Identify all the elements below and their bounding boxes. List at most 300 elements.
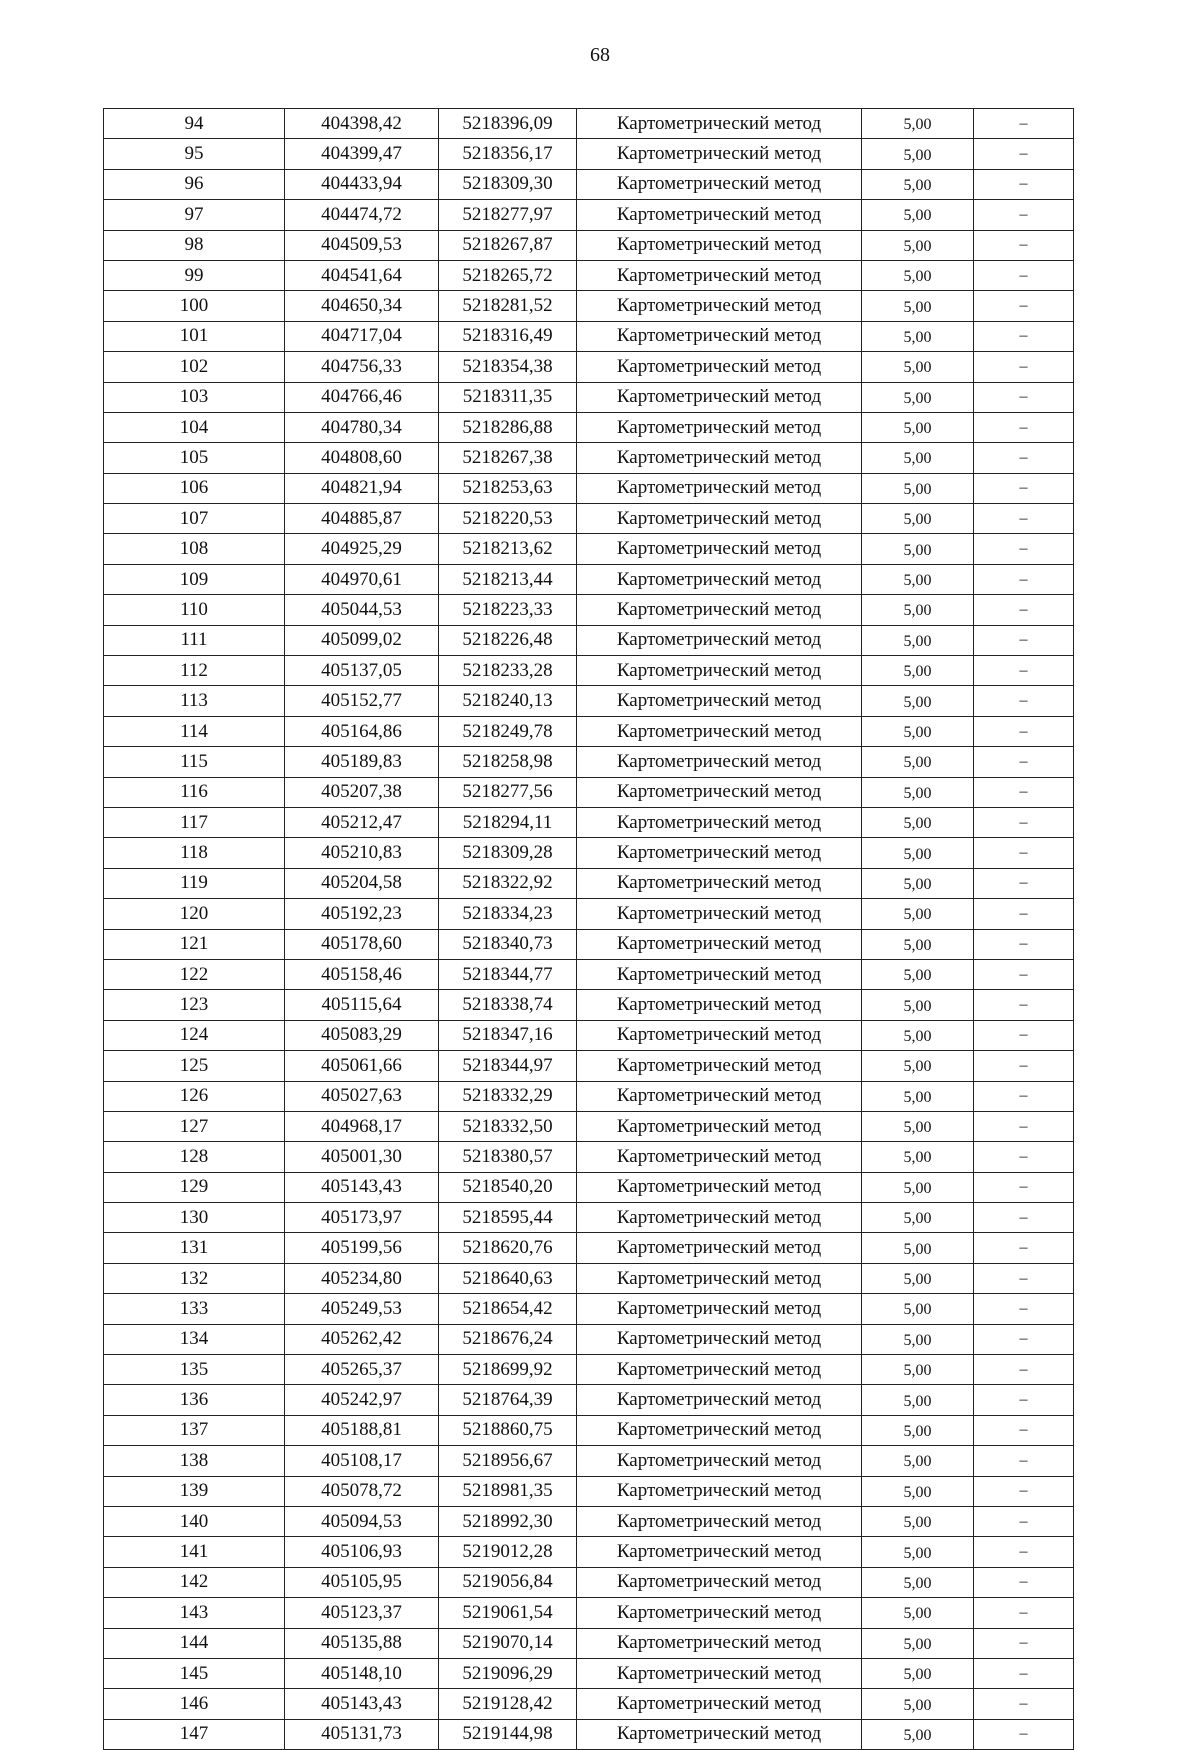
coordinate-y-cell: 5218640,63 xyxy=(439,1263,577,1293)
method-cell: Картометрический метод xyxy=(577,656,862,686)
method-cell: Картометрический метод xyxy=(577,260,862,290)
coordinate-x-cell: 404925,29 xyxy=(285,534,439,564)
method-cell: Картометрический метод xyxy=(577,1689,862,1719)
coordinate-x-cell: 405143,43 xyxy=(285,1172,439,1202)
point-number-cell: 124 xyxy=(104,1020,285,1050)
point-number-cell: 137 xyxy=(104,1415,285,1445)
coordinate-y-cell: 5218265,72 xyxy=(439,260,577,290)
point-number-cell: 121 xyxy=(104,929,285,959)
point-number-cell: 145 xyxy=(104,1658,285,1688)
accuracy-cell: 5,00 xyxy=(862,1294,974,1324)
accuracy-cell: 5,00 xyxy=(862,595,974,625)
coordinate-y-cell: 5218213,62 xyxy=(439,534,577,564)
point-number-cell: 142 xyxy=(104,1567,285,1597)
point-number-cell: 103 xyxy=(104,382,285,412)
table-row xyxy=(104,534,1074,564)
accuracy-cell: 5,00 xyxy=(862,1628,974,1658)
coordinate-y-cell: 5218764,39 xyxy=(439,1385,577,1415)
table-row xyxy=(104,1111,1074,1141)
coordinate-x-cell: 405099,02 xyxy=(285,625,439,655)
method-cell: Картометрический метод xyxy=(577,443,862,473)
point-number-cell: 114 xyxy=(104,716,285,746)
coordinate-y-cell: 5218380,57 xyxy=(439,1142,577,1172)
method-cell: Картометрический метод xyxy=(577,382,862,412)
coordinate-x-cell: 405044,53 xyxy=(285,595,439,625)
method-cell: Картометрический метод xyxy=(577,1355,862,1385)
description-cell: – xyxy=(974,473,1074,503)
method-cell: Картометрический метод xyxy=(577,504,862,534)
coordinate-y-cell: 5218277,97 xyxy=(439,200,577,230)
accuracy-cell: 5,00 xyxy=(862,1689,974,1719)
coordinate-y-cell: 5218249,78 xyxy=(439,716,577,746)
method-cell: Картометрический метод xyxy=(577,109,862,139)
description-cell: – xyxy=(974,1020,1074,1050)
coordinate-y-cell: 5218233,28 xyxy=(439,656,577,686)
coordinate-y-cell: 5218992,30 xyxy=(439,1506,577,1536)
coordinate-y-cell: 5219096,29 xyxy=(439,1658,577,1688)
method-cell: Картометрический метод xyxy=(577,1233,862,1263)
description-cell: – xyxy=(974,747,1074,777)
method-cell: Картометрический метод xyxy=(577,534,862,564)
accuracy-cell: 5,00 xyxy=(862,1263,974,1293)
coordinate-x-cell: 404399,47 xyxy=(285,139,439,169)
coordinate-x-cell: 404474,72 xyxy=(285,200,439,230)
method-cell: Картометрический метод xyxy=(577,686,862,716)
method-cell: Картометрический метод xyxy=(577,473,862,503)
description-cell: – xyxy=(974,260,1074,290)
coordinate-y-cell: 5218294,11 xyxy=(439,807,577,837)
coordinate-x-cell: 405158,46 xyxy=(285,959,439,989)
coordinate-x-cell: 404650,34 xyxy=(285,291,439,321)
method-cell: Картометрический метод xyxy=(577,1719,862,1749)
point-number-cell: 135 xyxy=(104,1355,285,1385)
method-cell: Картометрический метод xyxy=(577,321,862,351)
coordinate-x-cell: 405108,17 xyxy=(285,1446,439,1476)
coordinate-x-cell: 405105,95 xyxy=(285,1567,439,1597)
accuracy-cell: 5,00 xyxy=(862,1051,974,1081)
table-row xyxy=(104,260,1074,290)
accuracy-cell: 5,00 xyxy=(862,1355,974,1385)
coordinate-x-cell: 404885,87 xyxy=(285,504,439,534)
method-cell: Картометрический метод xyxy=(577,1506,862,1536)
table-row xyxy=(104,1567,1074,1597)
accuracy-cell: 5,00 xyxy=(862,1324,974,1354)
description-cell: – xyxy=(974,534,1074,564)
coordinate-x-cell: 405123,37 xyxy=(285,1598,439,1628)
point-number-cell: 95 xyxy=(104,139,285,169)
coordinate-y-cell: 5218316,49 xyxy=(439,321,577,351)
point-number-cell: 107 xyxy=(104,504,285,534)
description-cell: – xyxy=(974,1263,1074,1293)
description-cell: – xyxy=(974,929,1074,959)
point-number-cell: 132 xyxy=(104,1263,285,1293)
table-row xyxy=(104,1233,1074,1263)
accuracy-cell: 5,00 xyxy=(862,1203,974,1233)
accuracy-cell: 5,00 xyxy=(862,291,974,321)
table-row xyxy=(104,1203,1074,1233)
accuracy-cell: 5,00 xyxy=(862,625,974,655)
coordinate-x-cell: 404541,64 xyxy=(285,260,439,290)
coordinate-y-cell: 5218340,73 xyxy=(439,929,577,959)
description-cell: – xyxy=(974,1415,1074,1445)
accuracy-cell: 5,00 xyxy=(862,139,974,169)
accuracy-cell: 5,00 xyxy=(862,382,974,412)
accuracy-cell: 5,00 xyxy=(862,1537,974,1567)
method-cell: Картометрический метод xyxy=(577,1020,862,1050)
table-row xyxy=(104,352,1074,382)
accuracy-cell: 5,00 xyxy=(862,838,974,868)
coordinate-x-cell: 404433,94 xyxy=(285,169,439,199)
point-number-cell: 127 xyxy=(104,1111,285,1141)
description-cell: – xyxy=(974,838,1074,868)
accuracy-cell: 5,00 xyxy=(862,777,974,807)
coordinate-y-cell: 5218267,38 xyxy=(439,443,577,473)
description-cell: – xyxy=(974,1203,1074,1233)
point-number-cell: 117 xyxy=(104,807,285,837)
description-cell: – xyxy=(974,959,1074,989)
description-cell: – xyxy=(974,1658,1074,1688)
point-number-cell: 98 xyxy=(104,230,285,260)
table-row xyxy=(104,1537,1074,1567)
table-row xyxy=(104,504,1074,534)
coordinate-x-cell: 405234,80 xyxy=(285,1263,439,1293)
coordinate-y-cell: 5219012,28 xyxy=(439,1537,577,1567)
table-row xyxy=(104,990,1074,1020)
accuracy-cell: 5,00 xyxy=(862,716,974,746)
point-number-cell: 111 xyxy=(104,625,285,655)
coordinate-y-cell: 5218332,29 xyxy=(439,1081,577,1111)
point-number-cell: 125 xyxy=(104,1051,285,1081)
description-cell: – xyxy=(974,291,1074,321)
table-row xyxy=(104,656,1074,686)
accuracy-cell: 5,00 xyxy=(862,1111,974,1141)
accuracy-cell: 5,00 xyxy=(862,1719,974,1749)
table-row xyxy=(104,868,1074,898)
method-cell: Картометрический метод xyxy=(577,1476,862,1506)
table-row xyxy=(104,625,1074,655)
coordinate-x-cell: 405242,97 xyxy=(285,1385,439,1415)
accuracy-cell: 5,00 xyxy=(862,686,974,716)
coordinate-y-cell: 5218213,44 xyxy=(439,564,577,594)
point-number-cell: 100 xyxy=(104,291,285,321)
coordinate-y-cell: 5219070,14 xyxy=(439,1628,577,1658)
accuracy-cell: 5,00 xyxy=(862,443,974,473)
method-cell: Картометрический метод xyxy=(577,169,862,199)
description-cell: – xyxy=(974,1598,1074,1628)
description-cell: – xyxy=(974,1355,1074,1385)
description-cell: – xyxy=(974,686,1074,716)
accuracy-cell: 5,00 xyxy=(862,321,974,351)
table-row xyxy=(104,1719,1074,1749)
coordinate-x-cell: 405131,73 xyxy=(285,1719,439,1749)
table-row xyxy=(104,1172,1074,1202)
description-cell: – xyxy=(974,200,1074,230)
accuracy-cell: 5,00 xyxy=(862,1081,974,1111)
point-number-cell: 109 xyxy=(104,564,285,594)
coordinate-x-cell: 405210,83 xyxy=(285,838,439,868)
coordinate-y-cell: 5218620,76 xyxy=(439,1233,577,1263)
table-row xyxy=(104,1415,1074,1445)
coordinate-y-cell: 5218286,88 xyxy=(439,412,577,442)
coordinate-x-cell: 404756,33 xyxy=(285,352,439,382)
accuracy-cell: 5,00 xyxy=(862,807,974,837)
point-number-cell: 131 xyxy=(104,1233,285,1263)
coordinate-x-cell: 405207,38 xyxy=(285,777,439,807)
coordinate-y-cell: 5218240,13 xyxy=(439,686,577,716)
accuracy-cell: 5,00 xyxy=(862,1415,974,1445)
point-number-cell: 128 xyxy=(104,1142,285,1172)
method-cell: Картометрический метод xyxy=(577,352,862,382)
method-cell: Картометрический метод xyxy=(577,1658,862,1688)
coordinate-x-cell: 405106,93 xyxy=(285,1537,439,1567)
coordinate-y-cell: 5218311,35 xyxy=(439,382,577,412)
coordinate-x-cell: 405001,30 xyxy=(285,1142,439,1172)
method-cell: Картометрический метод xyxy=(577,1294,862,1324)
accuracy-cell: 5,00 xyxy=(862,656,974,686)
table-row xyxy=(104,1142,1074,1172)
coordinate-x-cell: 404509,53 xyxy=(285,230,439,260)
method-cell: Картометрический метод xyxy=(577,990,862,1020)
accuracy-cell: 5,00 xyxy=(862,1020,974,1050)
coordinate-x-cell: 404821,94 xyxy=(285,473,439,503)
description-cell: – xyxy=(974,139,1074,169)
point-number-cell: 129 xyxy=(104,1172,285,1202)
method-cell: Картометрический метод xyxy=(577,625,862,655)
method-cell: Картометрический метод xyxy=(577,716,862,746)
coordinate-y-cell: 5218309,28 xyxy=(439,838,577,868)
point-number-cell: 106 xyxy=(104,473,285,503)
accuracy-cell: 5,00 xyxy=(862,959,974,989)
accuracy-cell: 5,00 xyxy=(862,747,974,777)
method-cell: Картометрический метод xyxy=(577,595,862,625)
accuracy-cell: 5,00 xyxy=(862,990,974,1020)
method-cell: Картометрический метод xyxy=(577,777,862,807)
coordinate-y-cell: 5218220,53 xyxy=(439,504,577,534)
description-cell: – xyxy=(974,1081,1074,1111)
table-row xyxy=(104,412,1074,442)
accuracy-cell: 5,00 xyxy=(862,200,974,230)
coordinate-x-cell: 405083,29 xyxy=(285,1020,439,1050)
table-row xyxy=(104,686,1074,716)
accuracy-cell: 5,00 xyxy=(862,868,974,898)
description-cell: – xyxy=(974,716,1074,746)
table-row xyxy=(104,169,1074,199)
coordinate-y-cell: 5218277,56 xyxy=(439,777,577,807)
point-number-cell: 97 xyxy=(104,200,285,230)
point-number-cell: 140 xyxy=(104,1506,285,1536)
point-number-cell: 146 xyxy=(104,1689,285,1719)
coordinate-x-cell: 405192,23 xyxy=(285,899,439,929)
point-number-cell: 126 xyxy=(104,1081,285,1111)
method-cell: Картометрический метод xyxy=(577,1628,862,1658)
point-number-cell: 105 xyxy=(104,443,285,473)
point-number-cell: 130 xyxy=(104,1203,285,1233)
method-cell: Картометрический метод xyxy=(577,1111,862,1141)
accuracy-cell: 5,00 xyxy=(862,412,974,442)
table-row xyxy=(104,1294,1074,1324)
coordinate-y-cell: 5218309,30 xyxy=(439,169,577,199)
coordinate-y-cell: 5218223,33 xyxy=(439,595,577,625)
table-row xyxy=(104,473,1074,503)
coordinate-x-cell: 405204,58 xyxy=(285,868,439,898)
table-row xyxy=(104,564,1074,594)
method-cell: Картометрический метод xyxy=(577,959,862,989)
table-row xyxy=(104,747,1074,777)
point-number-cell: 96 xyxy=(104,169,285,199)
accuracy-cell: 5,00 xyxy=(862,109,974,139)
coordinate-y-cell: 5218860,75 xyxy=(439,1415,577,1445)
description-cell: – xyxy=(974,1567,1074,1597)
method-cell: Картометрический метод xyxy=(577,747,862,777)
method-cell: Картометрический метод xyxy=(577,1203,862,1233)
coordinate-y-cell: 5218540,20 xyxy=(439,1172,577,1202)
method-cell: Картометрический метод xyxy=(577,1081,862,1111)
point-number-cell: 102 xyxy=(104,352,285,382)
table-row xyxy=(104,382,1074,412)
accuracy-cell: 5,00 xyxy=(862,169,974,199)
table-row xyxy=(104,777,1074,807)
point-number-cell: 113 xyxy=(104,686,285,716)
accuracy-cell: 5,00 xyxy=(862,504,974,534)
coordinate-y-cell: 5218344,77 xyxy=(439,959,577,989)
coordinate-x-cell: 405148,10 xyxy=(285,1658,439,1688)
table-row xyxy=(104,291,1074,321)
coordinate-x-cell: 405094,53 xyxy=(285,1506,439,1536)
table-row xyxy=(104,109,1074,139)
coordinate-x-cell: 405137,05 xyxy=(285,656,439,686)
table-row xyxy=(104,1020,1074,1050)
description-cell: – xyxy=(974,1537,1074,1567)
point-number-cell: 134 xyxy=(104,1324,285,1354)
accuracy-cell: 5,00 xyxy=(862,929,974,959)
method-cell: Картометрический метод xyxy=(577,899,862,929)
coordinate-x-cell: 404717,04 xyxy=(285,321,439,351)
description-cell: – xyxy=(974,169,1074,199)
description-cell: – xyxy=(974,990,1074,1020)
coordinate-y-cell: 5218226,48 xyxy=(439,625,577,655)
coordinate-x-cell: 404766,46 xyxy=(285,382,439,412)
point-number-cell: 101 xyxy=(104,321,285,351)
coordinate-x-cell: 405061,66 xyxy=(285,1051,439,1081)
description-cell: – xyxy=(974,625,1074,655)
accuracy-cell: 5,00 xyxy=(862,1385,974,1415)
coordinate-x-cell: 405143,43 xyxy=(285,1689,439,1719)
coordinate-y-cell: 5218981,35 xyxy=(439,1476,577,1506)
method-cell: Картометрический метод xyxy=(577,1051,862,1081)
table-row xyxy=(104,959,1074,989)
point-number-cell: 136 xyxy=(104,1385,285,1415)
coordinate-y-cell: 5218332,50 xyxy=(439,1111,577,1141)
point-number-cell: 144 xyxy=(104,1628,285,1658)
accuracy-cell: 5,00 xyxy=(862,1658,974,1688)
point-number-cell: 122 xyxy=(104,959,285,989)
point-number-cell: 133 xyxy=(104,1294,285,1324)
description-cell: – xyxy=(974,1719,1074,1749)
description-cell: – xyxy=(974,1324,1074,1354)
description-cell: – xyxy=(974,1294,1074,1324)
accuracy-cell: 5,00 xyxy=(862,564,974,594)
table-row xyxy=(104,1658,1074,1688)
method-cell: Картометрический метод xyxy=(577,1172,862,1202)
accuracy-cell: 5,00 xyxy=(862,1506,974,1536)
coordinate-x-cell: 404970,61 xyxy=(285,564,439,594)
method-cell: Картометрический метод xyxy=(577,412,862,442)
coordinates-table xyxy=(103,108,1074,1750)
coordinate-y-cell: 5218338,74 xyxy=(439,990,577,1020)
description-cell: – xyxy=(974,1476,1074,1506)
point-number-cell: 147 xyxy=(104,1719,285,1749)
point-number-cell: 104 xyxy=(104,412,285,442)
coordinate-x-cell: 405164,86 xyxy=(285,716,439,746)
coordinate-x-cell: 404398,42 xyxy=(285,109,439,139)
coordinate-y-cell: 5218354,38 xyxy=(439,352,577,382)
coordinate-x-cell: 405135,88 xyxy=(285,1628,439,1658)
description-cell: – xyxy=(974,656,1074,686)
accuracy-cell: 5,00 xyxy=(862,230,974,260)
description-cell: – xyxy=(974,807,1074,837)
coordinate-y-cell: 5219061,54 xyxy=(439,1598,577,1628)
point-number-cell: 120 xyxy=(104,899,285,929)
coordinate-y-cell: 5218356,17 xyxy=(439,139,577,169)
coordinate-x-cell: 404780,34 xyxy=(285,412,439,442)
table-row xyxy=(104,1355,1074,1385)
coordinate-y-cell: 5218322,92 xyxy=(439,868,577,898)
table-row xyxy=(104,807,1074,837)
description-cell: – xyxy=(974,504,1074,534)
point-number-cell: 110 xyxy=(104,595,285,625)
description-cell: – xyxy=(974,1142,1074,1172)
method-cell: Картометрический метод xyxy=(577,291,862,321)
accuracy-cell: 5,00 xyxy=(862,260,974,290)
point-number-cell: 118 xyxy=(104,838,285,868)
description-cell: – xyxy=(974,1506,1074,1536)
coordinate-x-cell: 405178,60 xyxy=(285,929,439,959)
table-row xyxy=(104,1324,1074,1354)
page-number: 68 xyxy=(590,44,610,66)
description-cell: – xyxy=(974,1385,1074,1415)
method-cell: Картометрический метод xyxy=(577,1567,862,1597)
table-row xyxy=(104,716,1074,746)
method-cell: Картометрический метод xyxy=(577,1142,862,1172)
table-row xyxy=(104,838,1074,868)
description-cell: – xyxy=(974,321,1074,351)
coordinate-x-cell: 405249,53 xyxy=(285,1294,439,1324)
coordinate-x-cell: 405078,72 xyxy=(285,1476,439,1506)
description-cell: – xyxy=(974,564,1074,594)
description-cell: – xyxy=(974,1051,1074,1081)
description-cell: – xyxy=(974,352,1074,382)
coordinate-x-cell: 405212,47 xyxy=(285,807,439,837)
coordinate-x-cell: 405115,64 xyxy=(285,990,439,1020)
table-row xyxy=(104,929,1074,959)
method-cell: Картометрический метод xyxy=(577,868,862,898)
coordinate-x-cell: 405027,63 xyxy=(285,1081,439,1111)
coordinate-y-cell: 5218258,98 xyxy=(439,747,577,777)
table-row xyxy=(104,595,1074,625)
description-cell: – xyxy=(974,899,1074,929)
table-row xyxy=(104,1051,1074,1081)
coordinate-y-cell: 5218595,44 xyxy=(439,1203,577,1233)
accuracy-cell: 5,00 xyxy=(862,473,974,503)
coordinate-x-cell: 405173,97 xyxy=(285,1203,439,1233)
method-cell: Картометрический метод xyxy=(577,807,862,837)
description-cell: – xyxy=(974,109,1074,139)
table-row xyxy=(104,1385,1074,1415)
accuracy-cell: 5,00 xyxy=(862,1142,974,1172)
method-cell: Картометрический метод xyxy=(577,230,862,260)
coordinate-x-cell: 405199,56 xyxy=(285,1233,439,1263)
coordinate-y-cell: 5218396,09 xyxy=(439,109,577,139)
